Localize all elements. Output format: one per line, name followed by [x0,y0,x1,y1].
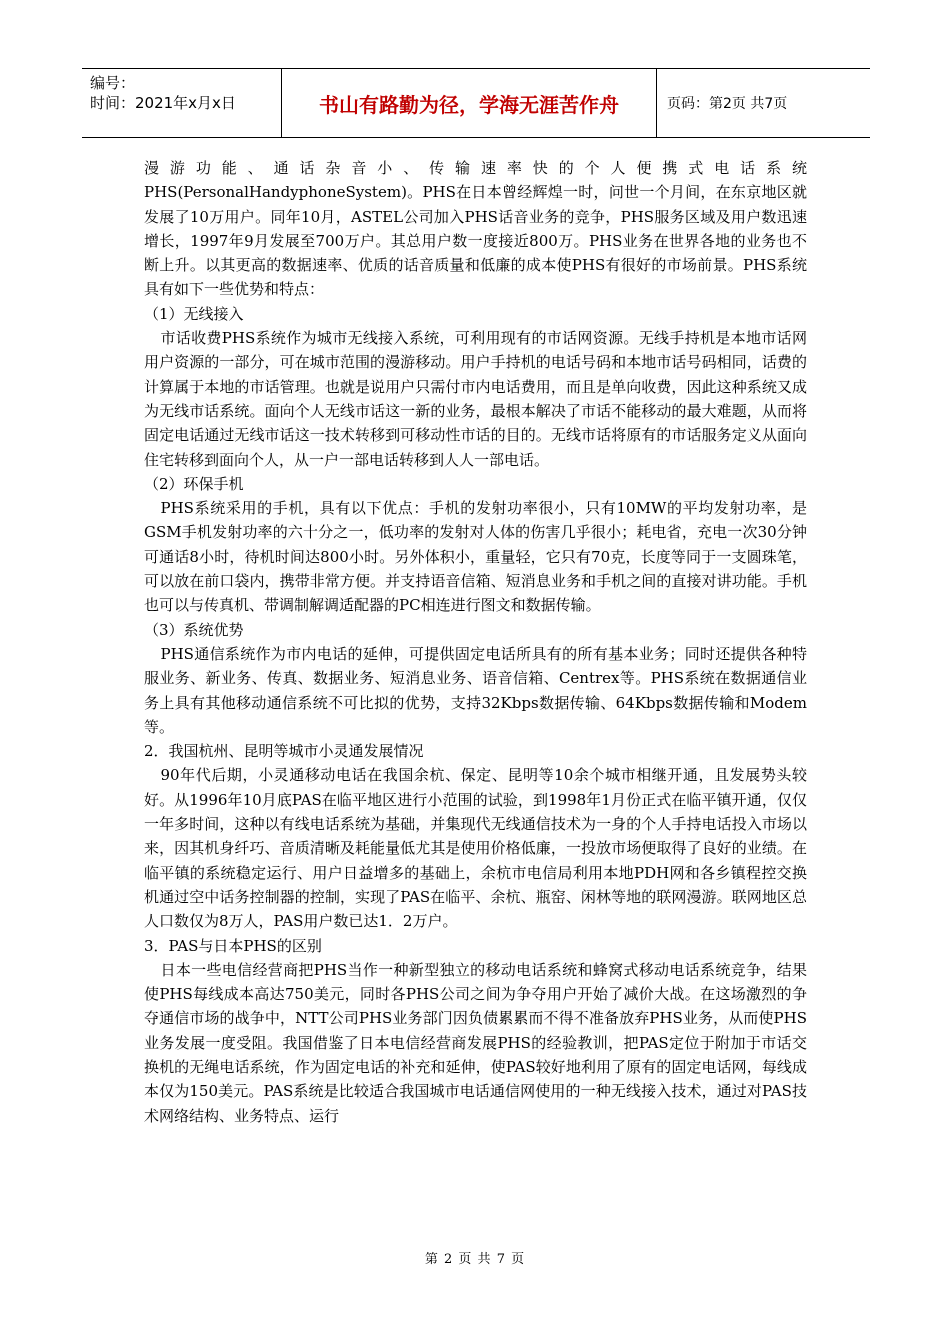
header-meta [82,69,282,137]
page-footer: 第 2 页 共 7 页 [424,1252,526,1267]
document-body [144,156,807,1128]
section-heading-2: 2．我国杭州、昆明等城市小灵通发展情况 [144,742,424,761]
paragraph-wireless-access: 市话收费PHS系统作为城市无线接入系统，可利用现有的市话网资源。无线手持机是本地市话网用户资源的一部分，可在城市范围的漫游移动。用户手持机的电话号码和本地市话号码相同，话费的计算属于本地的市话管理。也就是说用户只需付市内电话费用，而且是单向收费，因此这种系统又成为无线市话系统。面向个人无线市话这一新的业务，最根本解决了市话不能移动的最大难题，从而将固定电话通过无线市话这一技术转移到可移动性市话的目的。无线市话将原有的市话服务定义从面向住宅转移到面向个人，从一户一部电话转移到人人一部电话。 [144,329,807,469]
subheading-eco-phone: （2）环保手机 [144,474,244,493]
section-heading-3: 3．PAS与日本PHS的区别 [144,936,322,955]
header-page-info: 页码：第2页 共7页 [667,96,788,112]
subheading-wireless-access: （1）无线接入 [144,304,244,323]
paragraph-intro: 漫游功能、通话杂音小、传输速率快的个人便携式电话系统PHS(PersonalHandyphoneSystem)。PHS在日本曾经辉煌一时，问世一个月间，在东京地区就发展了10万用户。同年10月，ASTEL公司加入PHS话音业务的竞争，PHS服务区域及用户数迅速增长，1997年9月发展至700万户。其总用户数一度接近800万。PHS业务在世界各地的业务也不断上升。以其更高的数据速率、优质的话音质量和低廉的成本使PHS有很好的市场前景。PHS系统具有如下一些优势和特点： [144,159,807,299]
document-date: 时间：2021年x月x日 [90,94,236,112]
subheading-system-advantage: （3）系统优势 [144,620,244,639]
paragraph-system-advantage: PHS通信系统作为市内电话的延伸，可提供固定电话所具有的所有基本业务；同时还提供各种特服业务、新业务、传真、数据业务、短消息业务、语音信箱、Centrex等。PHS系统在数据通信业务上具有其他移动通信系统不可比拟的优势，支持32Kbps数据传输、64Kbps数据传输和Modem等。 [144,644,807,736]
paragraph-eco-phone: PHS系统采用的手机，具有以下优点：手机的发射功率很小，只有10MW的平均发射功率，是GSM手机发射功率的六十分之一，低功率的发射对人体的伤害几乎很小；耗电省，充电一次30分钟可通话8小时，待机时间达800小时。另外体积小，重量轻，它只有70克，长度等同于一支圆珠笔，可以放在前口袋内，携带非常方便。并支持语音信箱、短消息业务和手机之间的直接对讲功能。手机也可以与传真机、带调制解调适配器的PC相连进行图文和数据传输。 [144,499,807,615]
document-number: 编号： [90,74,136,92]
header-motto: 书山有路勤为径，学海无涯苦作舟 [282,69,657,137]
paragraph-section-3: 日本一些电信经营商把PHS当作一种新型独立的移动电话系统和蜂窝式移动电话系统竞争，结果使PHS每线成本高达750美元，同时各PHS公司之间为争夺用户开始了减价大战。在这场激烈的争夺通信市场的战争中，NTT公司PHS业务部门因负债累累而不得不准备放弃PHS业务，从而使PHS业务发展一度受阻。我国借鉴了日本电信经营商发展PHS的经验教训，把PAS定位于附加于市话交换机的无绳电话系统，作为固定电话的补充和延伸，使PAS较好地利用了原有的固定电话网，每线成本仅为150美元。PAS系统是比较适合我国城市电话通信网使用的一种无线接入技术，通过对PAS技术网络结构、业务特点、运行 [144,960,807,1125]
paragraph-section-2: 90年代后期，小灵通移动电话在我国余杭、保定、昆明等10余个城市相继开通，且发展势头较好。从1996年10月底PAS在临平地区进行小范围的试验，到1998年1月份正式在临平镇开通，仅仅一年多时间，这种以有线电话系统为基础，并集现代无线通信技术为一身的个人手持电话投入市场以来，因其机身纤巧、音质清晰及耗能量低尤其是使用价格低廉，一投放市场便取得了良好的业绩。在临平镇的系统稳定运行、用户日益增多的基础上，余杭市电信局利用本地PDH网和各乡镇程控交换机通过空中话务控制器的控制，实现了PAS在临平、余杭、瓶窑、闲林等地的联网漫游。联网地区总人口数仅为8万人，PAS用户数已达1．2万户。 [144,766,807,931]
page-header [82,68,870,138]
